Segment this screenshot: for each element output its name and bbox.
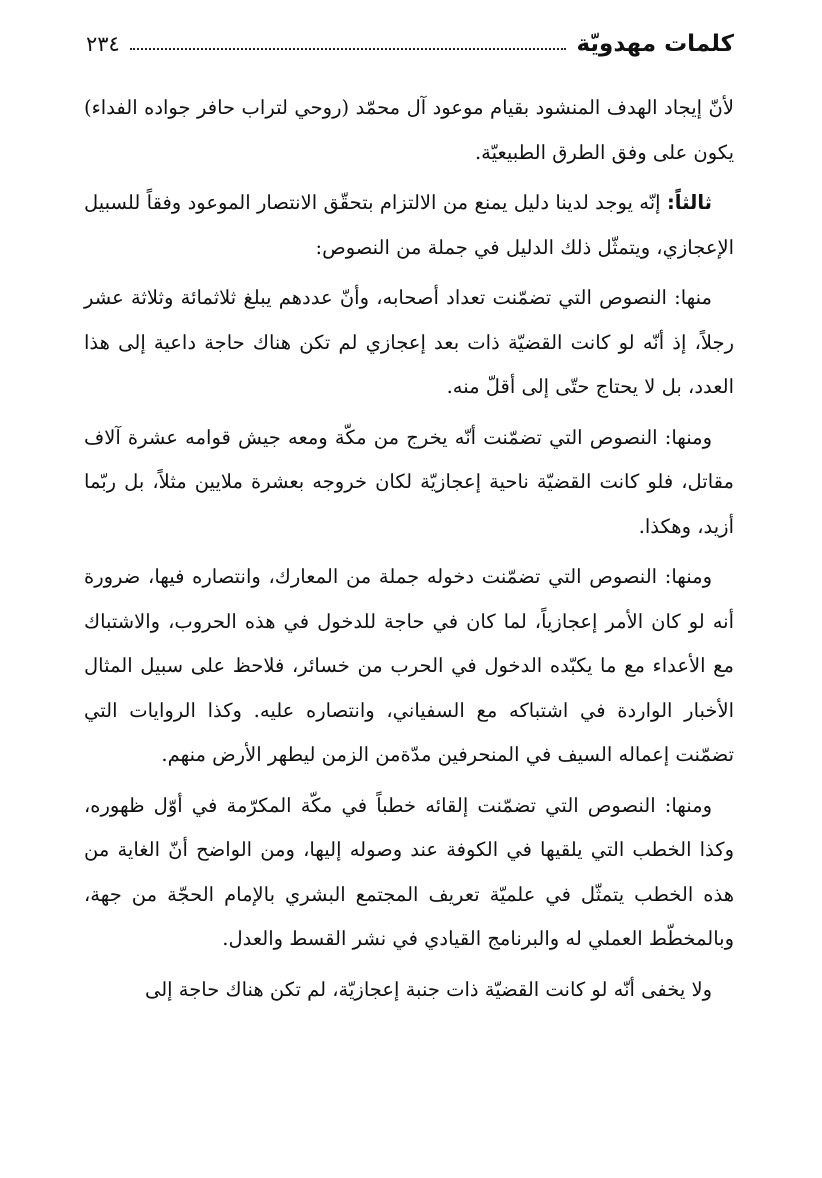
dotted-leader xyxy=(130,48,567,50)
page-number: ٢٣٤ xyxy=(86,32,120,56)
paragraph xyxy=(84,555,734,778)
paragraph-text: ومنها: النصوص التي تضمّنت إلقائه خطباً في مكّة المكرّمة في أوّل ظهوره، وكذا الخطب التي يلقيها في الكوفة عند وصوله إليها، ومن الواضح أنّ الغاية من هذه الخطب يتمثّل في علميّة تعريف المجتمع البشري بالإمام الحجّة من جهة، وبالمخطّط العملي له والبرنامج القيادي في نشر القسط والعدل. xyxy=(84,793,734,950)
page-header xyxy=(86,24,734,64)
paragraph xyxy=(84,276,734,410)
paragraph-text: لأنّ إيجاد الهدف المنشود بقيام موعود آل محمّد (روحي لتراب حافر جواده الفداء) يكون على وفق الطرق الطبيعيّة. xyxy=(84,96,734,164)
paragraph xyxy=(84,968,734,1013)
paragraph-text: ومنها: النصوص التي تضمّنت أنّه يخرج من مكّة ومعه جيش قوامه عشرة آلاف مقاتل، فلو كانت القضيّة ناحية إعجازيّة لكان خروجه بعشرة ملايين مثلاً، بل ربّما أزيد، وهكذا. xyxy=(84,425,734,538)
running-title: كلمات مهدويّة xyxy=(576,31,734,57)
paragraph xyxy=(84,86,734,175)
paragraph-text: منها: النصوص التي تضمّنت تعداد أصحابه، وأنّ عددهم يبلغ ثلاثمائة وثلاثة عشر رجلاً، إذ أنّه لو كانت القضيّة ذات بعد إعجازي لم تكن هناك حاجة داعية إلى هذا العدد، بل لا يحتاج حتّى إلى أقلّ منه. xyxy=(84,286,734,398)
paragraph xyxy=(84,181,734,270)
paragraph-text: ومنها: النصوص التي تضمّنت دخوله جملة من المعارك، وانتصاره فيها، ضرورة أنه لو كان الأمر إعجازياً، لما كان في حاجة للدخول في هذه الحروب، والاشتباك مع الأعداء مع ما يكبّده الدخول في الحرب من خسائر، فلاحظ على سبيل المثال الأخبار الواردة في اشتباكه مع السفياني، وانتصاره عليه. وكذا الروايات التي تضمّنت إعماله السيف في المنحرفين مدّةمن الزمن ليطهر الأرض منهم. xyxy=(84,565,734,766)
paragraph-text: ولا يخفى أنّه لو كانت القضيّة ذات جنبة إعجازيّة، لم تكن هناك حاجة إلى xyxy=(144,977,712,1001)
paragraph-text: إنّه يوجد لدينا دليل يمنع من الالتزام بتحقّق الانتصار الموعود وفقاً للسبيل الإعجازي، ويتمثّل ذلك الدليل في جملة من النصوص: xyxy=(84,191,734,259)
paragraph xyxy=(84,416,734,550)
paragraph-lead: ثالثاً: xyxy=(666,191,712,214)
paragraph xyxy=(84,784,734,962)
body-text xyxy=(84,86,734,1012)
